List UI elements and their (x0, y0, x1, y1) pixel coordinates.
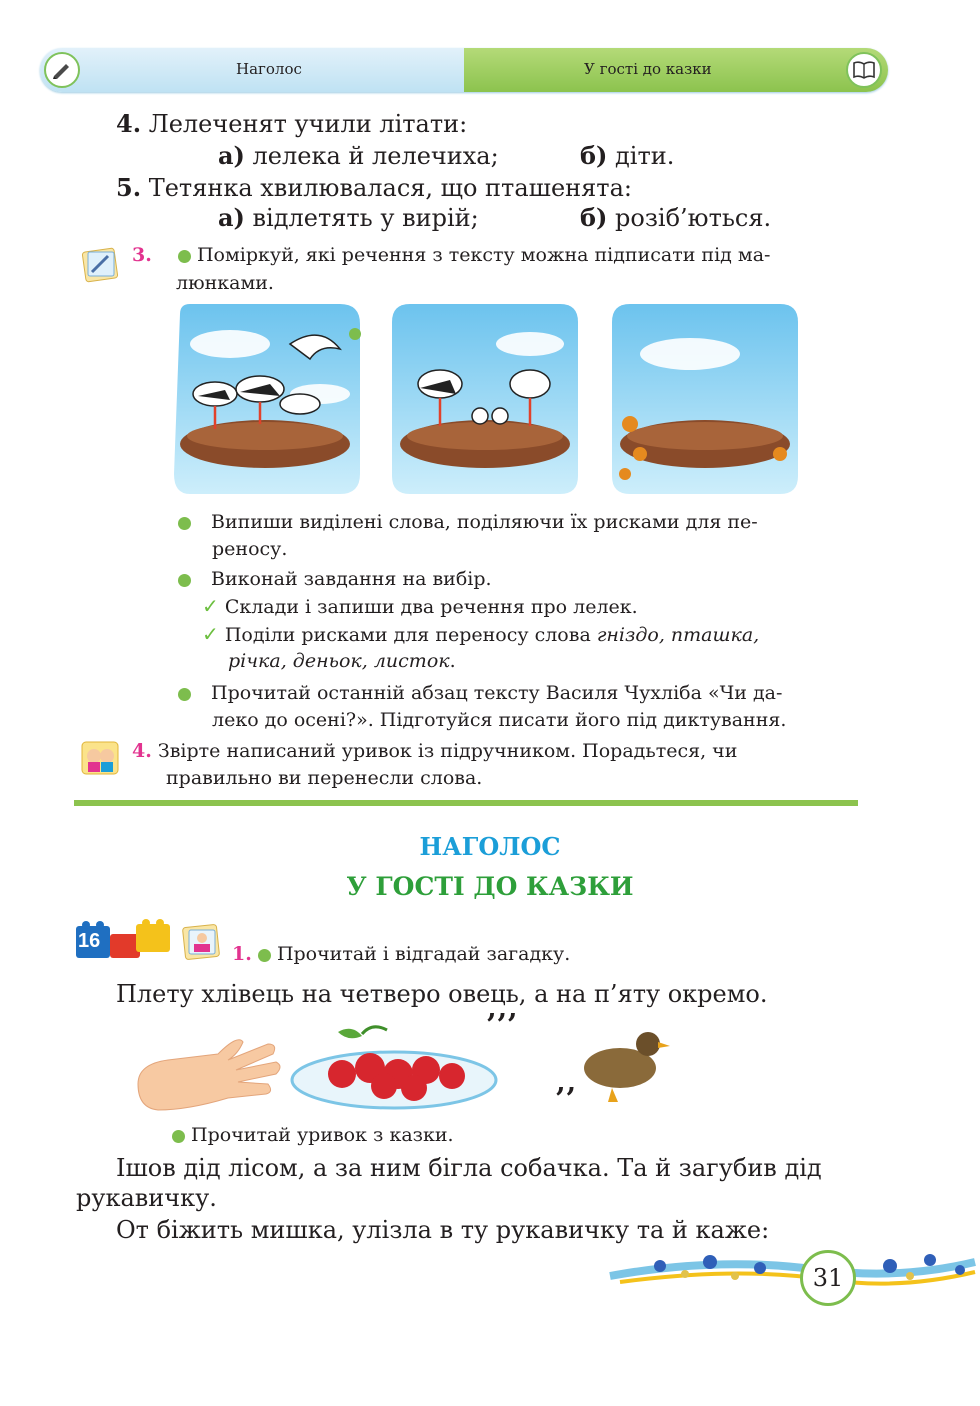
pen-hand-icon (44, 52, 80, 88)
quiz-q4-option-b: б) діти. (580, 141, 675, 170)
task-3-line-2: люнками. (176, 272, 274, 294)
task-3-bullet-1: Випиши виділені слова, поділяючи їх рисками для пе- (178, 509, 758, 536)
task-3-bullet-3-line-2: леко до осені?». Підготуйся писати його під диктування. (212, 709, 787, 731)
quiz-question-5: 5. Тетянка хвилювалася, що пташенята: (116, 173, 632, 202)
header-left-label: Наголос (236, 60, 302, 78)
quiz-question-4: 4. Лелеченят учили літати: (116, 109, 468, 138)
page-header (40, 48, 888, 92)
checkmark-icon: ✓ (202, 594, 219, 618)
task-4-line-1: 4. Звірте написаний уривок із підручником. Порадьтеся, чи (132, 740, 738, 762)
section-title-1: НАГОЛОС (419, 832, 561, 861)
bullet-dot (178, 517, 191, 530)
flower-garland (600, 1236, 980, 1310)
pair-work-icon (78, 738, 122, 778)
riddle-text: Плету хлівець на четверо овець, а на п’яту окремо. (116, 980, 768, 1008)
riddle-pictures (128, 1014, 688, 1122)
task-1-instruction-2: Прочитай уривок з казки. (172, 1122, 454, 1149)
picture-storks-flying-to-nest (174, 304, 361, 494)
open-book-icon (846, 52, 882, 88)
stress-marks-1: ’’’ (486, 1008, 518, 1043)
quiz-q4-option-a: а) лелека й лелечиха; (218, 141, 499, 170)
task-3-check-2: ✓ Поділи рисками для переносу слова гніздо, пташка, (202, 622, 760, 646)
checkmark-icon: ✓ (202, 622, 219, 646)
quiz-q5-option-a: а) відлетять у вирій; (218, 203, 479, 232)
picture-empty-nest-autumn (612, 304, 798, 494)
stress-marks-2: ’’ (555, 1082, 576, 1117)
story-paragraph-2: От біжить мишка, улізла в ту рукавичку та й каже: (116, 1216, 770, 1244)
cherries-plate-picture (292, 1027, 496, 1108)
story-paragraph-1-line-2: рукавичку. (76, 1184, 217, 1212)
task-3-check-1: ✓ Склади і запиши два речення про лелек. (202, 594, 638, 618)
task-1-instruction: 1. Прочитай і відгадай загадку. (232, 943, 571, 965)
task-3-bullet-1-line-2: реносу. (212, 538, 288, 560)
bullet-dot (178, 574, 191, 587)
bullet-dot (178, 250, 191, 263)
task-3-line-1: 3. Поміркуй, які речення з тексту можна підписати під ма- (132, 244, 771, 266)
section-title-2: У ГОСТІ ДО КАЗКИ (346, 872, 634, 901)
hand-picture (138, 1040, 280, 1110)
section-divider (74, 800, 858, 806)
header-right-label: У гості до казки (584, 60, 712, 78)
task-3-bullet-3: Прочитай останній абзац тексту Василя Чухліба «Чи да- (178, 680, 782, 707)
task-3-check-2-line-2: річка, деньок, листок. (228, 650, 456, 672)
bullet-dot (178, 688, 191, 701)
quiz-q5-option-b: б) розіб’ються. (580, 203, 772, 232)
page-number: 31 (800, 1250, 856, 1306)
stork-pictures (170, 304, 800, 496)
story-paragraph-1-line-1: Ішов дід лісом, а за ним бігла собачка. Та й загубив дід (116, 1154, 822, 1182)
lesson-number: 16 (78, 930, 101, 952)
picture-storks-with-chicks (392, 304, 578, 494)
writing-task-icon (78, 244, 122, 284)
task-3-bullet-2: Виконай завдання на вибір. (178, 566, 492, 593)
bullet-dot (258, 949, 271, 962)
duck-picture (584, 1032, 670, 1102)
bullet-dot (172, 1130, 185, 1143)
task-4-line-2: правильно ви перенесли слова. (166, 767, 483, 789)
reading-task-icon (180, 922, 224, 962)
